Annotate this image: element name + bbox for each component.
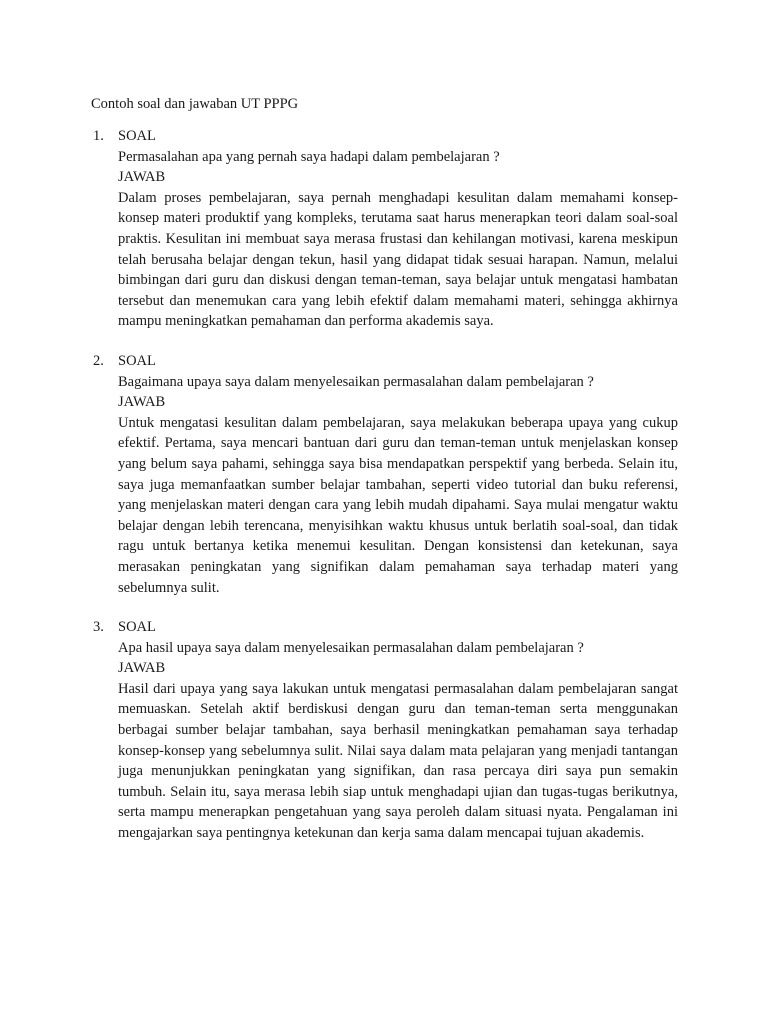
soal-label: SOAL — [118, 128, 156, 144]
soal-label: SOAL — [118, 353, 156, 369]
item-number: 3. — [93, 619, 104, 635]
item-number: 2. — [93, 353, 104, 369]
qa-item-2 — [91, 351, 678, 598]
jawab-label: JAWAB — [118, 660, 166, 677]
question-text: Permasalahan apa yang pernah saya hadapi dalam pembelajaran ? — [118, 148, 500, 165]
answer-text: Hasil dari upaya yang saya lakukan untuk mengatasi permasalahan dalam pembelajaran sangat memuaskan. Setelah aktif berdiskusi dengan guru dan teman-teman serta menggunakan berbagai sumber belajar tambahan, saya berhasil meningkatkan pemahaman saya terhadap konsep-konsep yang sebelumnya sulit. Nilai saya dalam mata pelajaran yang menjadi tantangan juga menunjukkan peningkatan yang signifikan, dan rasa percaya diri saya pun semakin tumbuh. Selain itu, saya merasa lebih siap untuk menghadapi ujian dan tugas-tugas berikutnya, serta mampu menerapkan pengetahuan yang saya peroleh dalam situasi nyata. Pengalaman ini mengajarkan saya pentingnya ketekunan dan kerja sama dalam mencapai tujuan akademis. — [118, 680, 678, 841]
document-title: Contoh soal dan jawaban UT PPPG — [91, 96, 299, 112]
answer-text: Dalam proses pembelajaran, saya pernah menghadapi kesulitan dalam memahami konsep-konsep materi produktif yang kompleks, terutama saat harus menerapkan teori dalam soal-soal praktis. Kesulitan ini membuat saya merasa frustasi dan kehilangan motivasi, karena meskipun telah berusaha belajar dengan tekun, hasil yang didapat tidak sesuai harapan. Namun, melalui bimbingan dari guru dan diskusi dengan teman-teman, saya belajar untuk mengatasi hambatan tersebut dan menemukan cara yang lebih efektif dalam memahami materi, sehingga akhirnya mampu meningkatkan pemahaman dan performa akademis saya. — [118, 189, 678, 330]
qa-item-3 — [91, 617, 678, 844]
answer-text: Untuk mengatasi kesulitan dalam pembelajaran, saya melakukan beberapa upaya yang cukup efektif. Pertama, saya mencari bantuan dari guru dan teman-teman untuk menjelaskan konsep yang belum saya pahami, sehingga saya bisa mendapatkan perspektif yang berbeda. Selain itu, saya juga memanfaatkan sumber belajar tambahan, seperti video tutorial dan buku referensi, yang menjelaskan materi dengan cara yang lebih mudah dipahami. Saya mulai mengatur waktu belajar dengan lebih terencana, menyisihkan waktu khusus untuk berlatih soal-soal, dan tidak ragu untuk bertanya ketika menemui kesulitan. Dengan konsistensi dan ketekunan, saya merasakan peningkatan yang signifikan dalam pemahaman saya terhadap materi yang sebelumnya sulit. — [118, 414, 678, 596]
question-text: Bagaimana upaya saya dalam menyelesaikan permasalahan dalam pembelajaran ? — [118, 373, 594, 390]
qa-item-1 — [91, 126, 678, 332]
jawab-label: JAWAB — [118, 394, 166, 411]
jawab-label: JAWAB — [118, 169, 166, 186]
question-text: Apa hasil upaya saya dalam menyelesaikan permasalahan dalam pembelajaran ? — [118, 639, 584, 656]
item-number: 1. — [93, 128, 104, 144]
soal-label: SOAL — [118, 619, 156, 635]
